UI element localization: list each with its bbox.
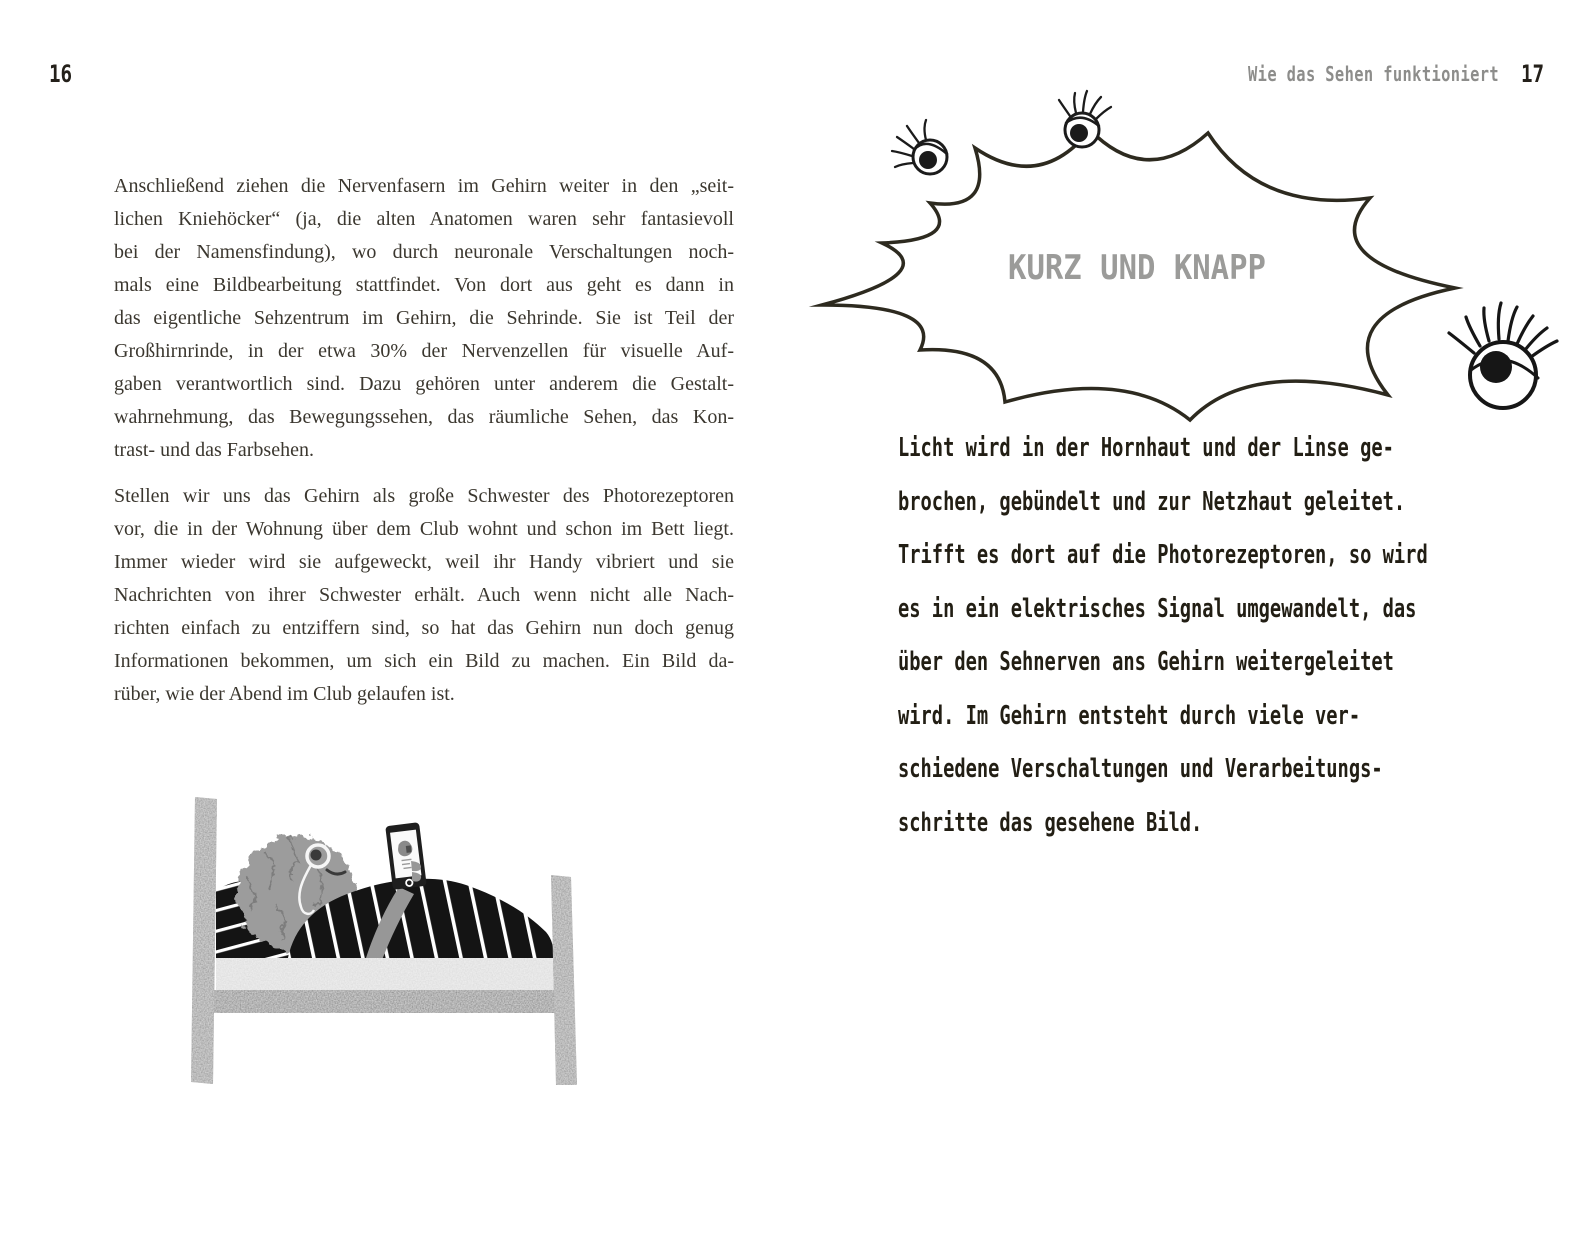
text-line: Anschließend ziehen die Nervenfasern im Gehirn weiter in den „seit- [114,175,734,197]
eye-large-right-icon [1449,303,1557,408]
paragraph-1 [114,170,734,467]
text-line: brochen, gebündelt und zur Netzhaut geleitet. [898,486,1406,517]
text-line: schiedene Verschaltungen und Verarbeitungs- [898,754,1383,784]
text-line: bei der Namensfindung), wo durch neuronale Verschaltungen noch- [114,241,734,263]
text-line: mals eine Bildbearbeitung stattfindet. Von dort aus geht es dann in [114,274,734,296]
text-line: vor, die in der Wohnung über dem Club wohnt und schon im Bett liegt. [114,518,734,540]
eye-small-top-icon [1059,91,1111,147]
text-line: das eigentliche Sehzentrum im Gehirn, die Sehrinde. Sie ist Teil der [114,307,734,329]
text-line: gaben verantwortlich sind. Dazu gehören unter anderem die Gestalt- [114,373,734,395]
text-line: Großhirnrinde, in der etwa 30% der Nervenzellen für visuelle Auf- [114,340,734,362]
summary-text [898,422,1594,850]
brain-in-bed-illustration [175,775,585,1105]
paragraph-2 [114,480,734,711]
bed-post-right [551,875,577,1085]
running-header: Wie das Sehen funktioniert [1248,62,1500,86]
bed-post-left [191,797,217,1084]
text-line: wird. Im Gehirn entsteht durch viele ver- [898,700,1361,731]
text-line: Informationen bekommen, um sich ein Bild zu machen. Ein Bild da- [114,650,734,672]
burst-label: KURZ UND KNAPP [1008,248,1266,288]
page-number-right: 17 [1521,60,1545,88]
body-text [114,170,734,724]
text-line: richten einfach zu entziffern sind, so hat das Gehirn nun doch genug [114,617,734,639]
text-line: lichen Kniehöcker“ (ja, die alten Anatomen waren sehr fantasievoll [114,208,734,230]
text-line: rüber, wie der Abend im Club gelaufen ist. [114,683,455,705]
text-line: über den Sehnerven ans Gehirn weitergeleitet [898,647,1394,677]
text-line: es in ein elektrisches Signal umgewandelt, das [898,593,1417,624]
page-right [797,0,1594,1240]
eye-small-left-icon [892,120,947,174]
page-number-left: 16 [49,60,73,88]
text-line: Stellen wir uns das Gehirn als große Schwester des Photorezeptoren [114,485,734,507]
text-line: Nachrichten von ihrer Schwester erhält. Auch wenn nicht alle Nach- [114,584,734,606]
text-line: Licht wird in der Hornhaut und der Linse ge- [898,433,1394,463]
eyes-illustration [860,80,1570,430]
text-line: wahrnehmung, das Bewegungssehen, das räumliche Sehen, das Kon- [114,406,734,428]
brain-eye [311,850,322,861]
text-line: Trifft es dort auf die Photorezeptoren, so wird [898,540,1428,570]
bed-rail [213,990,557,1013]
text-line: trast- und das Farbsehen. [114,439,314,461]
text-line: Immer wieder wird sie aufgeweckt, weil ihr Handy vibriert und sie [114,551,734,573]
text-line: schritte das gesehene Bild. [898,807,1203,838]
mattress [216,958,554,991]
phone [385,822,427,890]
